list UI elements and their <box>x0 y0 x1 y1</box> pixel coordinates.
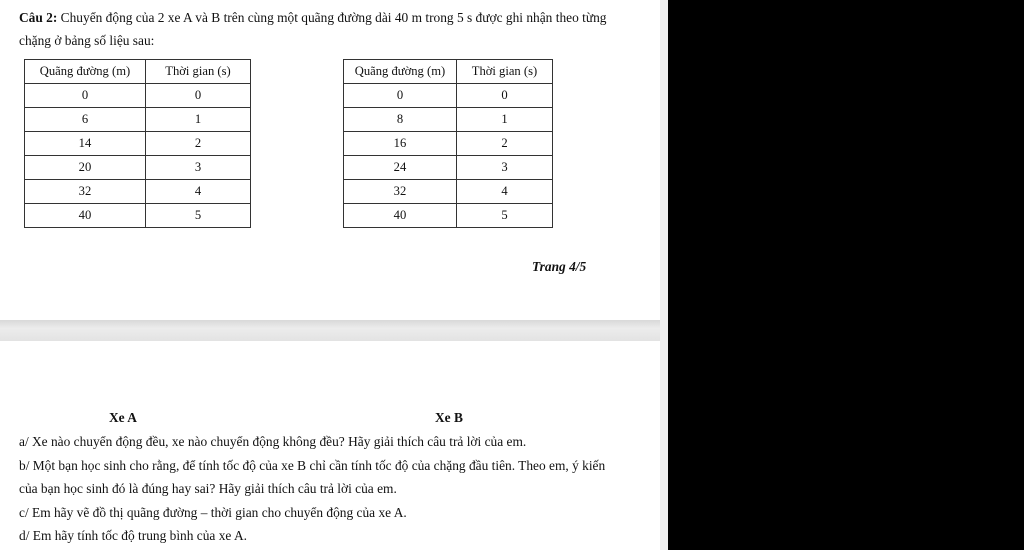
question-text: Chuyển động của 2 xe A và B trên cùng một quãng đường dài 40 m trong 5 s được ghi nhận theo từng chặng ở bảng số liệu sau: <box>19 10 607 48</box>
part-b: b/ Một bạn học sinh cho rằng, để tính tốc độ của xe B chỉ cần tính tốc độ của chặng đầu tiên. Theo em, ý kiến của bạn học sinh đó là đúng hay sai? Hãy giải thích câu trả lời của em. <box>19 457 606 496</box>
cell-time: 0 <box>145 84 250 108</box>
cell-time: 0 <box>456 84 552 108</box>
cell-distance: 16 <box>344 132 457 156</box>
header-distance: Quãng đường (m) <box>25 60 146 84</box>
table-row <box>344 108 553 132</box>
table-row <box>344 204 553 228</box>
cell-distance: 6 <box>25 108 146 132</box>
part-c: c/ Em hãy vẽ đồ thị quãng đường – thời gian cho chuyển động của xe A. <box>19 504 407 520</box>
table-row <box>25 156 251 180</box>
question-number: Câu 2: <box>19 10 58 25</box>
cell-time: 4 <box>456 180 552 204</box>
cell-distance: 20 <box>25 156 146 180</box>
table-row <box>25 84 251 108</box>
cell-distance: 24 <box>344 156 457 180</box>
header-time: Thời gian (s) <box>145 60 250 84</box>
page-4 <box>0 0 660 320</box>
page-number: Trang 4/5 <box>532 259 587 274</box>
table-row <box>25 132 251 156</box>
table-b <box>343 59 553 228</box>
cell-distance: 14 <box>25 132 146 156</box>
viewer-edge <box>660 0 668 550</box>
table-row <box>25 180 251 204</box>
table-row <box>344 180 553 204</box>
cell-time: 2 <box>145 132 250 156</box>
part-a: a/ Xe nào chuyển động đều, xe nào chuyển động không đều? Hãy giải thích câu trả lời của em. <box>19 434 527 449</box>
table-row <box>344 156 553 180</box>
cell-time: 2 <box>456 132 552 156</box>
question-2 <box>19 6 639 52</box>
cell-distance: 32 <box>344 180 457 204</box>
cell-time: 1 <box>456 108 552 132</box>
header-distance: Quãng đường (m) <box>344 60 457 84</box>
header-time: Thời gian (s) <box>456 60 552 84</box>
car-a-label: Xe A <box>109 410 137 425</box>
table-a <box>24 59 251 228</box>
table-header-row <box>344 60 553 84</box>
table-header-row <box>25 60 251 84</box>
cell-time: 5 <box>456 204 552 228</box>
car-b-label: Xe B <box>435 410 463 425</box>
table-row <box>25 204 251 228</box>
cell-time: 4 <box>145 180 250 204</box>
cell-distance: 40 <box>344 204 457 228</box>
page-5 <box>0 341 660 550</box>
cell-distance: 40 <box>25 204 146 228</box>
cell-time: 5 <box>145 204 250 228</box>
table-row <box>344 132 553 156</box>
question-parts <box>19 430 619 548</box>
cell-distance: 8 <box>344 108 457 132</box>
table-row <box>344 84 553 108</box>
table-row <box>25 108 251 132</box>
cell-time: 1 <box>145 108 250 132</box>
cell-distance: 0 <box>344 84 457 108</box>
cell-time: 3 <box>145 156 250 180</box>
cell-distance: 32 <box>25 180 146 204</box>
cell-time: 3 <box>456 156 552 180</box>
part-d: d/ Em hãy tính tốc độ trung bình của xe A. <box>19 528 247 543</box>
page-separator <box>0 320 660 341</box>
cell-distance: 0 <box>25 84 146 108</box>
